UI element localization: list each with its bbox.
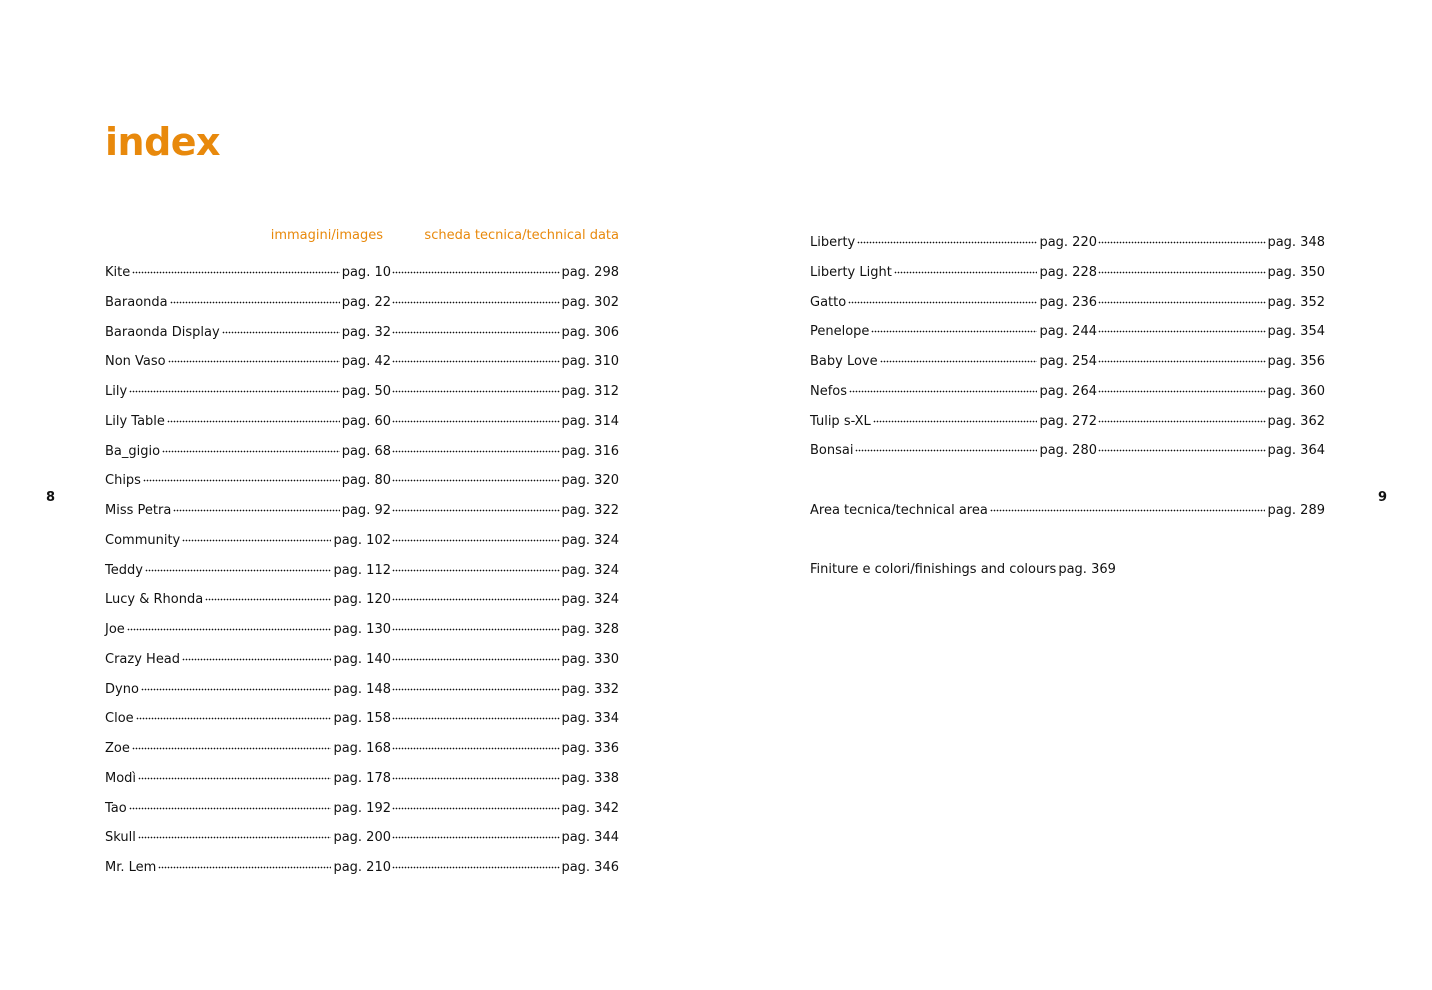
entry-technical-page: pag. 342	[561, 800, 619, 816]
dot-leader	[182, 524, 331, 544]
dot-leader	[145, 554, 332, 574]
dot-leader	[392, 821, 560, 841]
dot-leader	[392, 643, 560, 663]
column-header-technical: scheda tecnica/technical data	[424, 228, 619, 243]
dot-leader	[1098, 256, 1266, 276]
entry-technical-page: pag. 302	[561, 294, 619, 310]
entry-images-page: pag. 280	[1039, 443, 1097, 459]
dot-leader	[392, 375, 560, 395]
entry-images-page: pag. 32	[341, 324, 391, 340]
entry-name: Baraonda Display	[105, 324, 220, 340]
entry-images-page: pag. 168	[333, 741, 391, 756]
dot-leader	[162, 435, 340, 455]
dot-leader	[873, 405, 1038, 425]
entry-technical-page: pag. 350	[1267, 264, 1325, 280]
dot-leader	[392, 345, 560, 365]
entry-name: Community	[105, 532, 181, 548]
entry-technical-page: pag. 324	[561, 562, 619, 578]
entry-images-page: pag. 60	[341, 413, 391, 429]
index-entry[interactable]	[105, 762, 619, 786]
dot-leader	[894, 256, 1038, 276]
entry-images-page: pag. 68	[341, 443, 391, 459]
index-entry[interactable]	[105, 673, 619, 697]
entry-images-page: pag. 50	[341, 384, 391, 399]
dot-leader	[392, 524, 560, 544]
entry-images-page: pag. 102	[333, 532, 391, 548]
index-entry[interactable]	[810, 405, 1325, 429]
dot-leader	[143, 464, 340, 484]
index-entry[interactable]	[810, 286, 1325, 310]
dot-leader	[392, 554, 560, 574]
index-entry[interactable]	[810, 226, 1325, 250]
entry-images-page: pag. 22	[341, 294, 391, 310]
dot-leader	[857, 226, 1037, 246]
dot-leader	[990, 494, 1266, 514]
entry-page: pag. 369	[1058, 562, 1116, 577]
dot-leader	[132, 256, 339, 276]
dot-leader	[392, 286, 560, 306]
entry-technical-page: pag. 344	[561, 830, 619, 846]
entry-name: Baraonda	[105, 294, 168, 310]
entry-technical-page: pag. 354	[1267, 324, 1325, 340]
index-entry[interactable]	[105, 702, 619, 727]
entry-images-page: pag. 112	[333, 562, 391, 578]
entry-images-page: pag. 148	[333, 681, 391, 697]
dot-leader	[855, 434, 1037, 454]
page-number-left: 8	[46, 490, 56, 505]
entry-technical-page: pag. 306	[561, 324, 619, 340]
index-entry[interactable]	[105, 792, 619, 816]
entry-technical-page: pag. 360	[1267, 383, 1325, 399]
index-entry[interactable]	[105, 405, 619, 429]
dot-leader	[848, 286, 1037, 306]
entry-images-page: pag. 140	[333, 651, 391, 667]
dot-leader	[392, 583, 560, 603]
index-entry-finishings[interactable]	[810, 553, 1116, 577]
dot-leader	[880, 345, 1038, 365]
index-entry-technical-area[interactable]	[810, 494, 1325, 518]
entry-name: Chips	[105, 473, 141, 489]
entry-name: Area tecnica/technical area	[810, 503, 988, 518]
entry-technical-page: pag. 330	[561, 651, 619, 667]
index-entry[interactable]	[105, 316, 619, 340]
dot-leader	[173, 494, 339, 514]
dot-leader	[392, 732, 560, 752]
entry-page: pag. 289	[1267, 503, 1325, 518]
dot-leader	[129, 792, 332, 812]
entry-technical-page: pag. 346	[561, 860, 619, 875]
entry-technical-page: pag. 334	[561, 711, 619, 727]
entry-images-page: pag. 236	[1039, 294, 1097, 310]
dot-leader	[392, 762, 560, 782]
dot-leader	[871, 315, 1037, 335]
entry-images-page: pag. 264	[1039, 383, 1097, 399]
entry-name: Nefos	[810, 383, 848, 399]
entry-technical-page: pag. 314	[561, 413, 619, 429]
entry-name: Bonsai	[810, 443, 854, 459]
dot-leader	[392, 613, 560, 633]
entry-technical-page: pag. 362	[1267, 413, 1325, 429]
dot-leader	[1098, 226, 1266, 246]
entry-name: Liberty Light	[810, 264, 892, 280]
entry-name: Kite	[105, 265, 131, 280]
entry-name: Mr. Lem	[105, 860, 157, 875]
entry-name: Teddy	[105, 562, 143, 578]
entry-name: Penelope	[810, 324, 870, 340]
index-entry[interactable]	[105, 732, 619, 756]
entry-technical-page: pag. 310	[561, 354, 619, 370]
entry-technical-page: pag. 312	[561, 384, 619, 399]
index-entry[interactable]	[105, 464, 619, 489]
dot-leader	[136, 702, 332, 722]
dot-leader	[1098, 286, 1266, 306]
entry-technical-page: pag. 324	[561, 592, 619, 608]
index-entry[interactable]	[105, 524, 619, 548]
entry-name: Cloe	[105, 711, 134, 727]
dot-leader	[392, 316, 560, 336]
dot-leader	[167, 405, 340, 425]
dot-leader	[222, 316, 340, 336]
entry-name: Dyno	[105, 681, 139, 697]
dot-leader	[170, 286, 340, 306]
dot-leader	[138, 762, 331, 782]
entry-images-page: pag. 200	[333, 830, 391, 846]
entry-images-page: pag. 192	[333, 800, 391, 816]
entry-technical-page: pag. 328	[561, 622, 619, 637]
index-entry[interactable]	[810, 345, 1325, 369]
index-entry[interactable]	[105, 821, 619, 846]
dot-leader	[392, 673, 560, 693]
dot-leader	[849, 375, 1037, 395]
entry-name: Lucy & Rhonda	[105, 592, 204, 608]
dot-leader	[392, 851, 560, 871]
entry-images-page: pag. 130	[333, 622, 391, 637]
dot-leader	[1098, 434, 1266, 454]
entry-images-page: pag. 228	[1039, 264, 1097, 280]
entry-images-page: pag. 244	[1039, 324, 1097, 340]
dot-leader	[141, 673, 332, 693]
entry-technical-page: pag. 332	[561, 681, 619, 697]
index-entry[interactable]	[105, 613, 619, 637]
index-entry[interactable]	[105, 494, 619, 518]
entry-name: Skull	[105, 830, 136, 846]
index-entry[interactable]	[105, 554, 619, 578]
entry-name: Non Vaso	[105, 354, 166, 370]
dot-leader	[132, 732, 332, 752]
dot-leader	[392, 702, 560, 722]
page-number-right: 9	[1378, 490, 1388, 505]
entry-name: Baby Love	[810, 354, 878, 369]
dot-leader	[392, 256, 560, 276]
dot-leader	[138, 821, 332, 841]
entry-images-page: pag. 10	[341, 265, 391, 280]
entry-images-page: pag. 210	[333, 860, 391, 875]
index-entry[interactable]	[105, 256, 619, 280]
index-entry[interactable]	[810, 256, 1325, 280]
entry-technical-page: pag. 322	[561, 503, 619, 518]
entry-technical-page: pag. 324	[561, 532, 619, 548]
entry-name: Tulip s-XL	[810, 413, 871, 429]
dot-leader	[168, 345, 340, 365]
entry-technical-page: pag. 348	[1267, 235, 1325, 250]
entry-name: Joe	[105, 622, 125, 637]
entry-images-page: pag. 178	[333, 770, 391, 786]
dot-leader	[205, 583, 331, 603]
dot-leader	[392, 494, 560, 514]
entry-name: Crazy Head	[105, 651, 181, 667]
index-entry[interactable]	[105, 643, 619, 667]
entry-name: Lily Table	[105, 413, 165, 429]
index-entry[interactable]	[105, 583, 619, 608]
index-entry[interactable]	[810, 375, 1325, 399]
index-entry[interactable]	[105, 435, 619, 459]
entry-name: Lily	[105, 384, 128, 399]
entry-name: Tao	[105, 800, 127, 816]
index-entry[interactable]	[105, 286, 619, 310]
entry-images-page: pag. 80	[341, 473, 391, 489]
entry-technical-page: pag. 316	[561, 443, 619, 459]
dot-leader	[392, 405, 560, 425]
entry-name: Liberty	[810, 235, 856, 250]
index-entry[interactable]	[105, 345, 619, 370]
dot-leader	[1098, 405, 1266, 425]
index-entry[interactable]	[105, 375, 619, 399]
entry-name: Modì	[105, 770, 137, 786]
index-entry[interactable]	[105, 851, 619, 875]
entry-name: Ba_gigio	[105, 443, 161, 459]
entry-name: Gatto	[810, 294, 847, 310]
dot-leader	[182, 643, 331, 663]
entry-technical-page: pag. 298	[561, 265, 619, 280]
dot-leader	[1098, 375, 1266, 395]
entry-technical-page: pag. 320	[561, 473, 619, 489]
index-entry[interactable]	[810, 315, 1325, 340]
entry-images-page: pag. 120	[333, 592, 391, 608]
entry-technical-page: pag. 352	[1267, 294, 1325, 310]
entry-images-page: pag. 158	[333, 711, 391, 727]
entry-images-page: pag. 254	[1039, 354, 1097, 369]
dot-leader	[127, 613, 332, 633]
entry-name: Zoe	[105, 741, 130, 756]
dot-leader	[158, 851, 331, 871]
dot-leader	[1098, 345, 1266, 365]
dot-leader	[392, 435, 560, 455]
entry-name: Miss Petra	[105, 503, 172, 518]
dot-leader	[129, 375, 340, 395]
dot-leader	[392, 464, 560, 484]
column-header-images: immagini/images	[270, 228, 383, 243]
entry-images-page: pag. 92	[341, 503, 391, 518]
entry-images-page: pag. 220	[1039, 235, 1097, 250]
entry-technical-page: pag. 336	[561, 741, 619, 756]
entry-technical-page: pag. 364	[1267, 443, 1325, 459]
entry-images-page: pag. 272	[1039, 413, 1097, 429]
entry-images-page: pag. 42	[341, 354, 391, 370]
entry-technical-page: pag. 356	[1267, 354, 1325, 369]
page-title: index	[105, 120, 221, 164]
entry-technical-page: pag. 338	[561, 770, 619, 786]
dot-leader	[1098, 315, 1266, 335]
index-entry[interactable]	[810, 434, 1325, 459]
entry-name: Finiture e colori/finishings and colours	[810, 562, 1057, 577]
dot-leader	[392, 792, 560, 812]
